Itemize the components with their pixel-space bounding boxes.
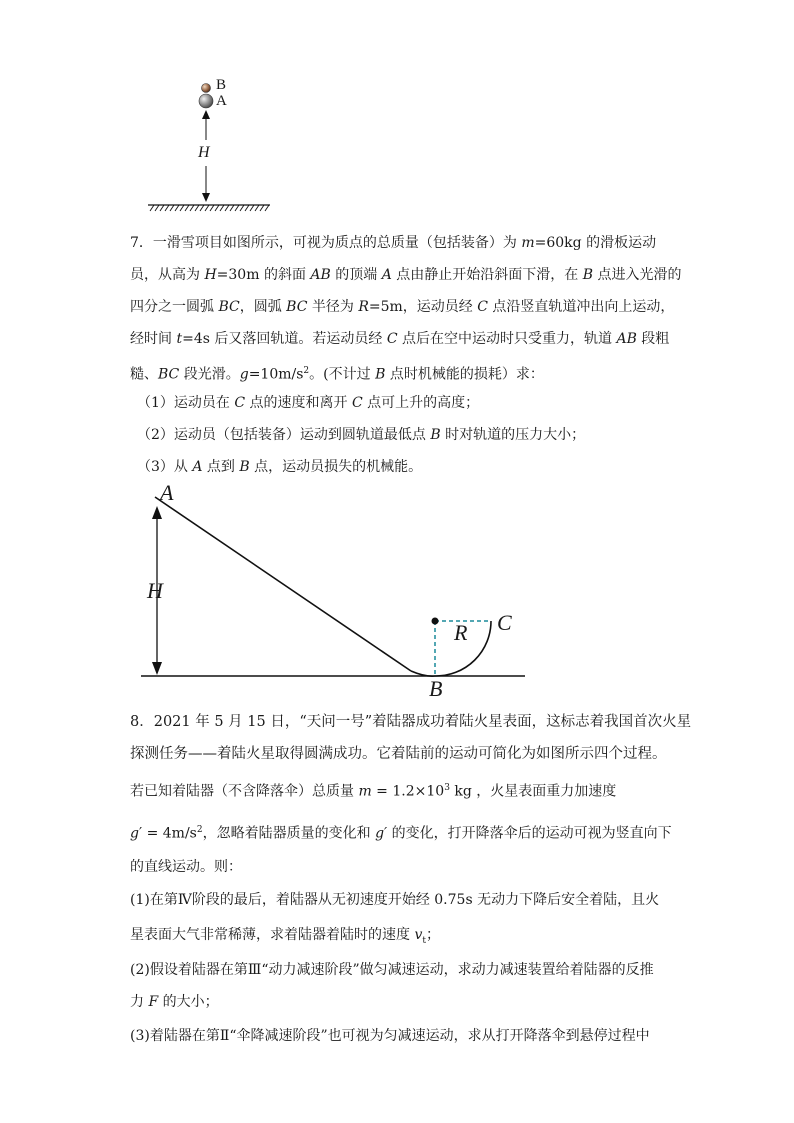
q8-line-2: [130, 744, 667, 764]
text: 7．一滑雪项目如图所示，可视为质点的总质量（包括装备）为: [130, 235, 522, 251]
sub: t: [422, 935, 426, 946]
q8-sub-3a: [130, 1026, 650, 1046]
var: C: [386, 331, 398, 347]
text: 点沿竖直轨道冲出向上运动，: [487, 299, 675, 315]
text: （1）运动员在: [137, 395, 235, 411]
text: 糙、: [130, 366, 158, 383]
q8-line-5: [130, 857, 242, 877]
q8-sub-1a: [130, 890, 659, 910]
text: 员，从高为: [130, 267, 205, 283]
figure-ski-slope: [135, 478, 535, 703]
var: B: [582, 267, 594, 283]
var: F: [148, 994, 159, 1010]
var: C: [351, 395, 363, 411]
var: BC: [218, 299, 240, 315]
var: m: [521, 235, 535, 251]
fig2-label-a: A: [160, 480, 174, 505]
q8-sub-2a: [130, 960, 654, 980]
text: 点后在空中运动时只受重力，轨道: [397, 331, 617, 347]
text: (3)着陆器在第Ⅱ“伞降减速阶段”也可视为匀减速运动，求从打开降落伞到悬停过程中: [130, 1028, 650, 1044]
q7-sub-2: [137, 425, 585, 445]
text: ；: [426, 927, 440, 943]
q7-line-2: [130, 265, 682, 285]
q8-line-4: [130, 820, 672, 844]
text: 的变化，打开降落伞后的运动可视为竖直向下: [387, 825, 672, 842]
text: ′ = 4m/s: [138, 825, 197, 842]
var: A: [192, 459, 203, 475]
text: =4s 后又落回轨道。若运动员经: [182, 331, 387, 347]
fig2-label-r: R: [454, 620, 468, 645]
q7-sub-1: [137, 393, 479, 413]
q7-line-5: [130, 361, 544, 385]
arrow-up-head: [202, 110, 210, 119]
var: AB: [616, 331, 637, 347]
arc-center-dot: [432, 618, 439, 625]
q8-line-1: [130, 712, 691, 732]
var: B: [430, 427, 441, 443]
var: g: [239, 366, 249, 383]
text: 经时间: [130, 331, 177, 347]
slope-ab: [155, 497, 411, 671]
q8-sub-2b: [130, 992, 219, 1012]
figure-ski-slope-svg: [135, 478, 535, 703]
text: 段粗: [636, 331, 670, 347]
var: g: [130, 825, 139, 842]
sup: 2: [196, 825, 203, 835]
ball-a: [199, 94, 213, 108]
text: 点可上升的高度；: [362, 395, 480, 411]
text: 点到: [202, 459, 240, 475]
var: R: [358, 299, 369, 315]
text: 的直线运动。则：: [130, 859, 242, 875]
var: C: [477, 299, 488, 315]
var: A: [381, 267, 392, 283]
sup: 2: [303, 366, 310, 376]
height-arrow-bottom: [152, 662, 162, 675]
text: 点由静止开始沿斜面下滑，在: [391, 267, 583, 283]
text: ，忽略着陆器质量的变化和: [202, 825, 376, 842]
text: 四分之一圆弧: [130, 299, 219, 315]
text: 时对轨道的压力大小；: [440, 427, 586, 443]
q8-line-3: [130, 778, 616, 802]
q7-line-4: [130, 329, 669, 349]
text: 探测任务——着陆火星取得圆满成功。它着陆前的运动可简化为如图所示四个过程。: [130, 746, 667, 762]
fig2-label-h: H: [147, 578, 163, 603]
q8-sub-1b: [130, 925, 440, 951]
text: =60kg 的滑板运动: [534, 235, 657, 251]
var: g′: [375, 825, 388, 842]
ground-hatch: [150, 205, 269, 211]
var: t: [176, 331, 183, 347]
fig1-label-b: B: [216, 77, 227, 93]
var: H: [204, 267, 217, 283]
text: 段光滑。: [179, 366, 240, 383]
text: (2)假设着陆器在第Ⅲ“动力减速阶段”做匀减速运动，求动力减速装置给着陆器的反推: [130, 962, 654, 978]
text: 力: [130, 994, 149, 1010]
text: 的顶端: [330, 267, 382, 283]
ball-b: [202, 84, 211, 93]
figure-free-fall: [140, 72, 280, 222]
text: = 1.2×10: [371, 783, 445, 800]
fig1-label-a: A: [216, 93, 227, 109]
var: B: [375, 366, 386, 383]
fig2-label-c: C: [497, 610, 512, 635]
text: =5m，运动员经: [368, 299, 478, 315]
text: ，圆弧: [239, 299, 287, 315]
arc-bc: [411, 621, 491, 676]
var: m: [358, 783, 372, 800]
text: （3）从: [137, 459, 193, 475]
q7-line-3: [130, 297, 674, 317]
var: BC: [158, 366, 180, 383]
var: BC: [286, 299, 308, 315]
var: C: [234, 395, 246, 411]
q7-line-1: [130, 233, 656, 253]
sup: 3: [444, 783, 450, 793]
text: =30m 的斜面: [216, 267, 311, 283]
text: 点时机械能的损耗）求：: [385, 366, 544, 383]
height-arrow-top: [152, 506, 162, 519]
text: 。(不计过: [309, 366, 376, 383]
text: kg ，火星表面重力加速度: [449, 783, 617, 800]
text: =10m/s: [248, 366, 304, 383]
arrow-down-head: [202, 193, 210, 202]
fig2-label-b: B: [429, 676, 443, 701]
text: 点进入光滑的: [593, 267, 682, 283]
text: 星表面大气非常稀薄，求着陆器着陆时的速度: [130, 927, 415, 943]
var: v: [414, 927, 423, 943]
q7-sub-3: [137, 457, 422, 477]
text: 点，运动员损失的机械能。: [249, 459, 423, 475]
text: (1)在第Ⅳ阶段的最后，着陆器从无初速度开始经 0.75s 无动力下降后安全着陆，且火: [130, 892, 660, 908]
text: 的大小；: [158, 994, 219, 1010]
var: B: [239, 459, 250, 475]
text: 点的速度和离开: [245, 395, 352, 411]
text: 半径为: [307, 299, 359, 315]
var: AB: [310, 267, 331, 283]
fig1-label-h: H: [198, 144, 210, 161]
text: （2）运动员（包括装备）运动到圆轨道最低点: [137, 427, 431, 443]
figure-free-fall-svg: [140, 72, 280, 222]
text: 若已知着陆器（不含降落伞）总质量: [130, 783, 359, 800]
text: 8．2021 年 5 月 15 日，“天问一号”着陆器成功着陆火星表面，这标志着我国首次火星: [130, 714, 692, 730]
